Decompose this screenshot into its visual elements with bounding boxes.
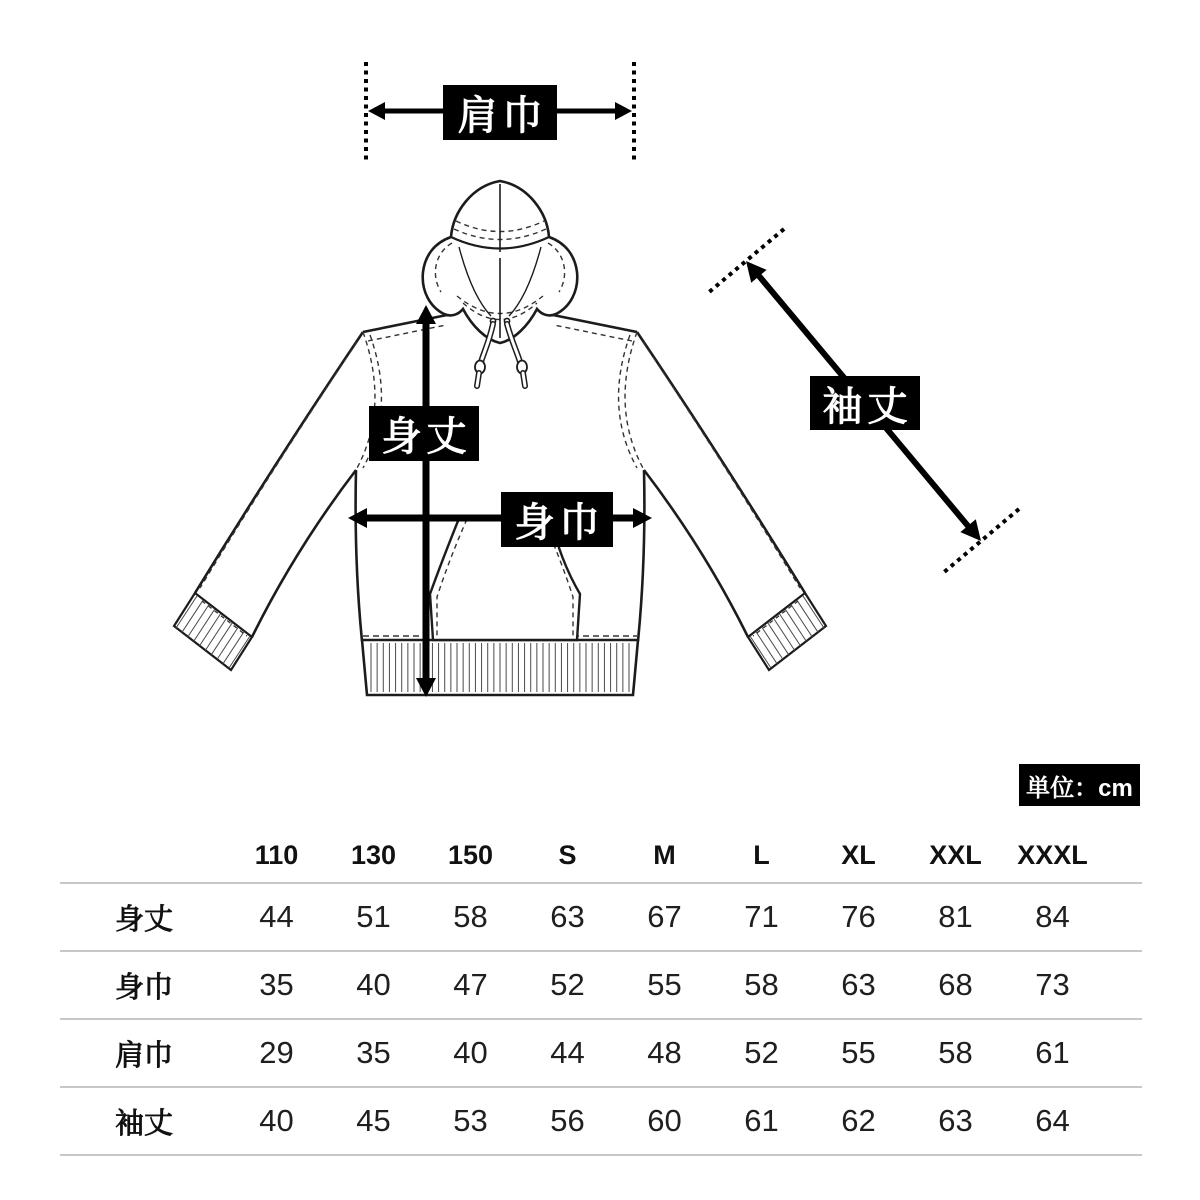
size-value: 84 (1035, 899, 1070, 934)
size-value: 51 (356, 899, 391, 934)
size-value: 29 (259, 1035, 294, 1070)
size-value: 52 (550, 967, 585, 1002)
table-row-sleeve-length (60, 1088, 1142, 1156)
size-col-header: XL (841, 839, 876, 870)
size-value: 62 (841, 1103, 876, 1138)
size-value: 61 (1035, 1035, 1070, 1070)
size-value: 63 (938, 1103, 973, 1138)
size-value: 64 (1035, 1103, 1070, 1138)
size-value: 53 (453, 1103, 488, 1138)
size-value: 35 (259, 967, 294, 1002)
size-value: 52 (744, 1035, 779, 1070)
row-label: 袖丈 (114, 1107, 173, 1140)
row-label: 身巾 (114, 971, 173, 1004)
size-value: 48 (647, 1035, 682, 1070)
size-value: 76 (841, 899, 876, 934)
size-value: 55 (647, 967, 682, 1002)
size-value: 45 (356, 1103, 391, 1138)
size-value: 61 (744, 1103, 779, 1138)
size-value: 67 (647, 899, 682, 934)
sleeve-length-label: 袖丈 (810, 376, 920, 430)
size-value: 60 (647, 1103, 682, 1138)
body-length-label: 身丈 (369, 406, 479, 461)
size-value: 58 (453, 899, 488, 934)
size-value: 40 (259, 1103, 294, 1138)
size-col-header: 130 (350, 839, 397, 870)
table-row-shoulder-width (60, 1020, 1142, 1088)
size-value: 63 (550, 899, 585, 934)
size-value: 56 (550, 1103, 585, 1138)
size-value: 68 (938, 967, 973, 1002)
size-value: 63 (841, 967, 876, 1002)
body-width-label: 身巾 (501, 492, 613, 547)
size-value: 44 (550, 1035, 585, 1070)
size-value: 44 (259, 899, 294, 934)
size-value: 40 (453, 1035, 488, 1070)
size-col-header: 110 (254, 839, 299, 870)
shoulder-width-label: 肩巾 (443, 85, 557, 140)
size-col-header: L (753, 839, 770, 870)
size-col-header: 150 (447, 839, 494, 870)
size-value: 55 (841, 1035, 876, 1070)
size-value: 73 (1035, 967, 1070, 1002)
size-value: 35 (356, 1035, 391, 1070)
hoodie-hem-band (362, 640, 638, 695)
size-value: 40 (356, 967, 391, 1002)
size-col-header: XXXL (1017, 839, 1088, 870)
size-col-header: M (653, 839, 676, 870)
unit-badge: 単位：cm (1019, 764, 1140, 806)
table-row-body-length (60, 884, 1142, 952)
row-label: 肩巾 (114, 1039, 173, 1072)
size-col-header: S (558, 839, 577, 870)
table-row-body-width (60, 952, 1142, 1020)
size-table (60, 828, 1142, 1156)
size-value: 47 (453, 967, 488, 1002)
size-col-header: XXL (929, 839, 982, 870)
size-value: 81 (938, 899, 973, 934)
size-value: 71 (744, 899, 779, 934)
size-value: 58 (938, 1035, 973, 1070)
size-value: 58 (744, 967, 779, 1002)
size-table-header-row (60, 828, 1142, 884)
row-label: 身丈 (114, 903, 173, 936)
